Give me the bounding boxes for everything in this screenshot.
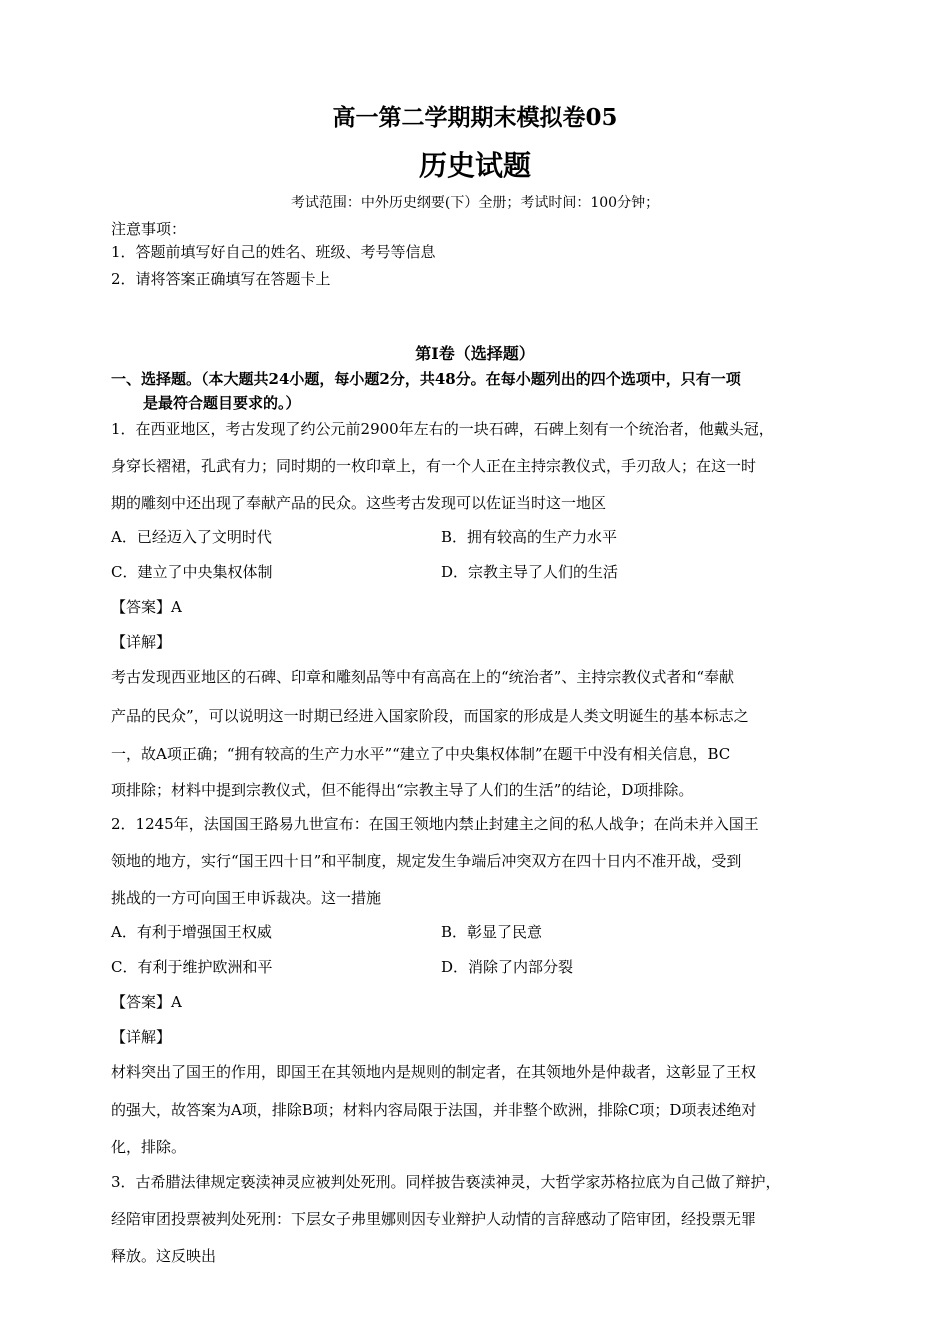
question-1-option-d: D．宗教主导了人们的生活 [441,563,619,581]
question-1-explanation: 考古发现西亚地区的石碑、印章和雕刻品等中有高高在上的“统治者”、主持宗教仪式者和“奉献 [111,668,735,686]
section-instruction-cont: 是最符合题目要求的。） [143,394,301,412]
question-2-explanation: 的强大，故答案为A项，排除B项；材料内容局限于法国，并非整个欧洲，排除C项；D项表述绝对 [111,1101,757,1119]
question-1-answer: 【答案】A [111,598,182,616]
question-1-explanation-label: 【详解】 [111,633,172,651]
document-title: 高一第二学期期末模拟卷05 [332,104,618,131]
question-2-stem: 2．1245年，法国国王路易九世宣布：在国王领地内禁止封建主之间的私人战争；在尚未并入国王 [111,815,759,833]
exam-info: 考试范围：中外历史纲要(下）全册；考试时间：100分钟； [290,195,660,211]
document-subtitle: 历史试题 [418,149,531,182]
question-3-stem: 经陪审团投票被判处死刑：下层女子弗里娜则因专业辩护人动情的言辞感动了陪审团，经投票无罪 [111,1210,757,1228]
question-2-option-c: C．有利于维护欧洲和平 [111,958,273,976]
notes-heading: 注意事项： [111,220,187,238]
question-2-explanation: 化，排除。 [111,1138,187,1156]
question-2-answer: 【答案】A [111,993,182,1011]
question-1-explanation: 一，故A项正确；“拥有较高的生产力水平”“建立了中央集权体制”在题干中没有相关信息，BC [111,745,731,763]
notes-item: 2．请将答案正确填写在答题卡上 [111,270,331,288]
question-2-option-b: B．彰显了民意 [441,923,543,941]
question-3-stem: 3．古希腊法律规定亵渎神灵应被判处死刑。同样披告亵渎神灵，大哲学家苏格拉底为自己做了辩护， [111,1173,781,1191]
question-1-explanation: 项排除；材料中提到宗教仪式，但不能得出“宗教主导了人们的生活”的结论，D项排除。 [111,781,694,799]
question-2-option-d: D．消除了内部分裂 [441,958,574,976]
notes-item: 1．答题前填写好自己的姓名、班级、考号等信息 [111,243,436,261]
question-1-option-a: A．已经迈入了文明时代 [111,528,272,546]
question-2-explanation-label: 【详解】 [111,1028,172,1046]
question-2-option-a: A．有利于增强国王权威 [111,923,272,941]
section-instruction: 一、选择题。（本大题共24小题，每小题2分，共48分。在每小题列出的四个选项中，只有一项 [111,370,741,388]
question-2-stem: 挑战的一方可向国王申诉裁决。这一措施 [111,889,382,907]
question-2-stem: 领地的地方，实行“国王四十日”和平制度，规定发生争端后冲突双方在四十日内不准开战，受到 [111,852,742,870]
question-1-explanation: 产品的民众”，可以说明这一时期已经进入国家阶段，而国家的形成是人类文明诞生的基本标志之 [111,707,749,725]
question-1-stem: 期的雕刻中还出现了奉献产品的民众。这些考古发现可以佐证当时这一地区 [111,494,607,512]
question-3-stem: 释放。这反映出 [111,1247,217,1265]
question-1-stem: 1．在西亚地区，考古发现了约公元前2900年左右的一块石碑，石碑上刻有一个统治者，他戴头冠， [111,420,774,438]
question-1-option-b: B．拥有较高的生产力水平 [441,528,618,546]
question-1-option-c: C．建立了中央集权体制 [111,563,273,581]
question-2-explanation: 材料突出了国王的作用，即国王在其领地内是规则的制定者，在其领地外是仲裁者，这彰显了王权 [111,1063,757,1081]
question-1-stem: 身穿长褶裙，孔武有力；同时期的一枚印章上，有一个人正在主持宗教仪式，手刃敌人；在这一时 [111,457,757,475]
section-title: 第Ⅰ卷（选择题） [415,344,535,363]
